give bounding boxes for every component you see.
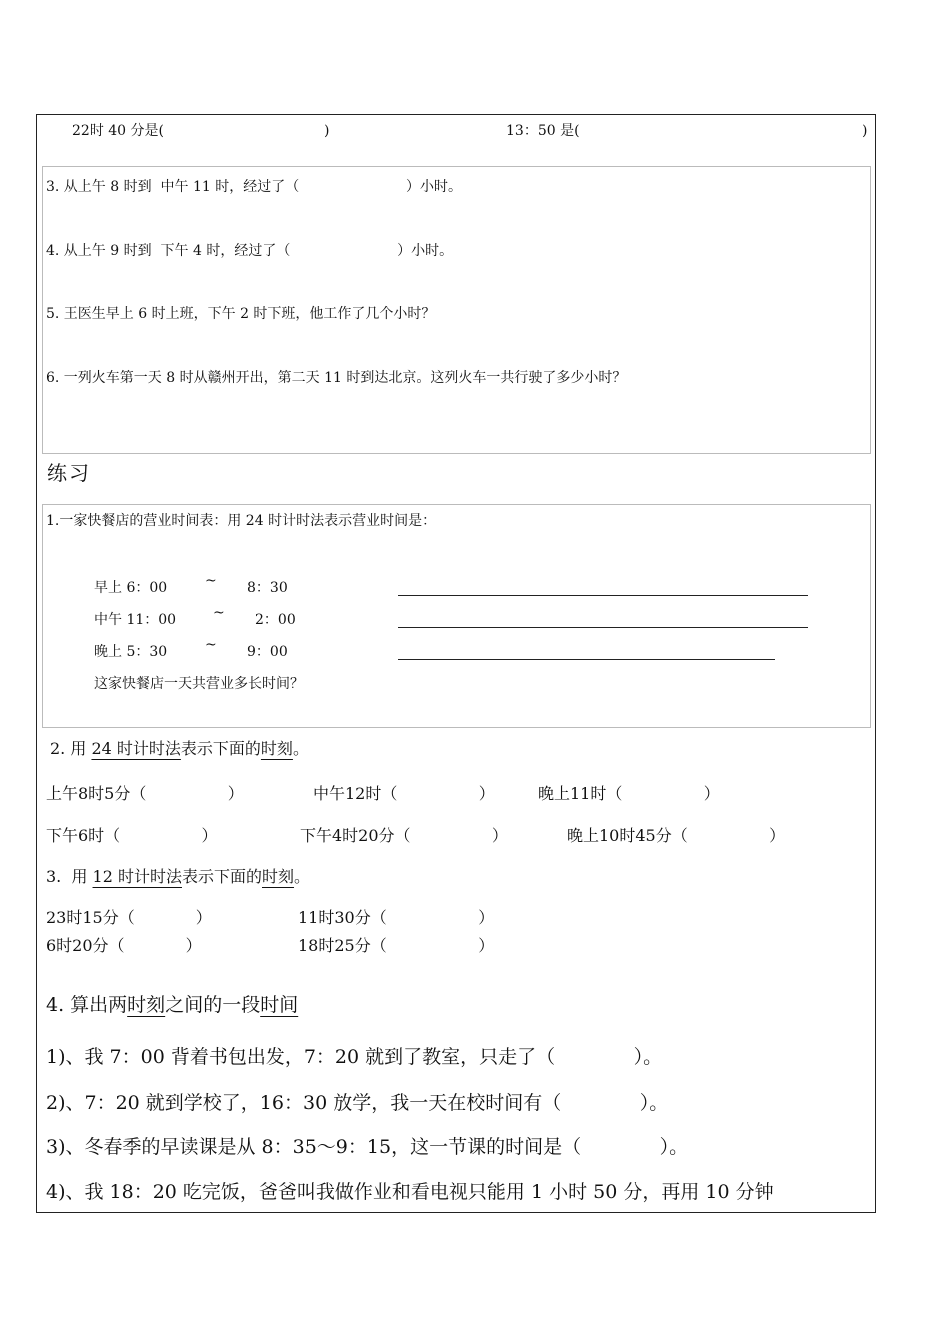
- schedule-row-label: 早上 6：00: [94, 580, 168, 596]
- q-1350-close: ): [862, 123, 868, 139]
- schedule-row-tilde: ~: [213, 605, 225, 621]
- q-22h40-label: 22时 40 分是(: [72, 123, 164, 139]
- exercise2-item: 中午12时（ ）: [313, 784, 495, 803]
- schedule-row-tilde: ~: [205, 637, 217, 653]
- answer-line: [398, 659, 775, 660]
- exercise4-line: 3)、冬春季的早读课是从 8：35～9：15，这一节课的时间是（ ）。: [46, 1136, 689, 1158]
- question-4: 4. 从上午 9 时到 下午 4 时，经过了（ ）小时。: [46, 243, 454, 259]
- exercise2-title: 2. 用 24 时计时法表示下面的时刻。: [50, 739, 309, 758]
- question-3: 3. 从上午 8 时到 中午 11 时，经过了（ ）小时。: [46, 179, 463, 195]
- exercise1-title: 1.一家快餐店的营业时间表：用 24 时计时法表示营业时间是：: [46, 513, 437, 529]
- schedule-row-tilde: ~: [205, 573, 217, 589]
- exercise4-line: 2)、7：20 就到学校了，16：30 放学，我一天在校时间有（ ）。: [46, 1092, 669, 1114]
- schedule-row-end: 9：00: [247, 644, 288, 660]
- exercise3-item: 18时25分（ ）: [298, 936, 495, 955]
- exercise3-item: 6时20分（ ）: [46, 936, 202, 955]
- schedule-row-label: 中午 11：00: [94, 612, 177, 628]
- exercise4-line: 1)、我 7：00 背着书包出发，7：20 就到了教室，只走了（ ）。: [46, 1046, 663, 1068]
- exercise2-item: 上午8时5分（ ）: [46, 784, 244, 803]
- schedule-row-end: 2：00: [255, 612, 296, 628]
- exercise4-line: 4)、我 18：20 吃完饭，爸爸叫我做作业和看电视只能用 1 小时 50 分，再用 10 分钟: [46, 1181, 774, 1203]
- answer-line: [398, 627, 808, 628]
- exercise3-item: 23时15分（ ）: [46, 908, 212, 927]
- question-6: 6. 一列火车第一天 8 时从赣州开出，第二天 11 时到达北京。这列火车一共行驶了多少小时？: [46, 370, 627, 386]
- exercise2-item: 晚上11时（ ）: [538, 784, 720, 803]
- exercise4-title: 4. 算出两时刻之间的一段时间: [46, 994, 299, 1016]
- answer-line: [398, 595, 808, 596]
- question-5: 5. 王医生早上 6 时上班，下午 2 时下班，他工作了几个小时？: [46, 306, 436, 322]
- exercise2-item: 下午4时20分（ ）: [300, 826, 508, 845]
- schedule-row-label: 晚上 5：30: [94, 644, 168, 660]
- exercise2-item: 晚上10时45分（ ）: [567, 826, 786, 845]
- q-22h40-close: ): [324, 123, 330, 139]
- exercise3-item: 11时30分（ ）: [298, 908, 495, 927]
- schedule-row-end: 8：30: [247, 580, 288, 596]
- practice-title: 练习: [47, 461, 91, 485]
- q-1350-label: 13：50 是(: [506, 123, 580, 139]
- exercise3-title: 3. 用 12 时计时法表示下面的时刻。: [46, 867, 311, 886]
- exercise1-question: 这家快餐店一天共营业多长时间？: [94, 676, 304, 692]
- exercise2-item: 下午6时（ ）: [46, 826, 218, 845]
